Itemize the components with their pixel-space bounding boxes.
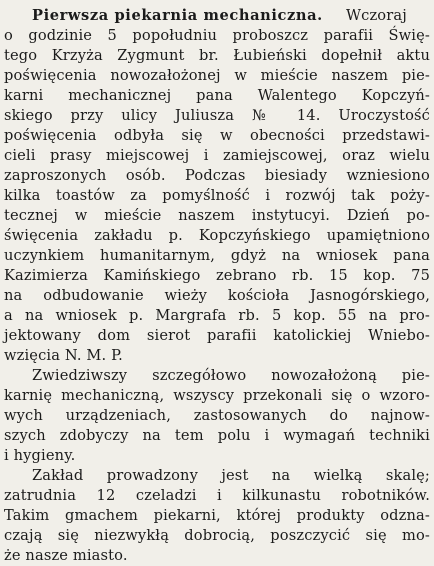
text-line: zaproszonych osób. Podczas biesiady wzniesiono bbox=[4, 167, 430, 184]
text-line: na odbudowanie wieży kościoła Jasnogórskiego, bbox=[4, 287, 430, 304]
text-line: tecznej w mieście naszem instytucyi. Dzień po- bbox=[4, 207, 430, 224]
text-line: i hygieny. bbox=[4, 447, 76, 464]
text-line: wych urządzeniach, zastosowanych do najnow- bbox=[4, 407, 430, 424]
text-line: o godzinie 5 popołudniu proboszcz parafii Świę- bbox=[4, 27, 430, 44]
text-line: Kazimierza Kamińskiego zebrano rb. 15 kop. 75 bbox=[4, 267, 430, 284]
text-line: czają się niezwykłą dobrocią, poszczycić się mo- bbox=[4, 527, 430, 544]
text-line: Zwiedziwszy szczegółowo nowozałożoną pie- bbox=[32, 367, 430, 384]
text-line: karni mechanicznej pana Walentego Kopczyń- bbox=[4, 87, 430, 104]
text-line: uczynkiem humanitarnym, gdyż na wniosek pana bbox=[4, 247, 430, 264]
text-line: jektowany dom sierot parafii katolickiej Wniebo- bbox=[4, 327, 430, 344]
text-line: skiego przy ulicy Juliusza № 14. Uroczystość bbox=[4, 107, 430, 124]
text-line: zatrudnia 12 czeladzi i kilkunastu robotników. bbox=[4, 487, 430, 504]
text-line: że nasze miasto. bbox=[4, 547, 128, 564]
text-line: Takim gmachem piekarni, której produkty odzna- bbox=[4, 507, 430, 524]
text-line: kilka toastów za pomyślność i rozwój tak poży- bbox=[4, 187, 430, 204]
text-line: Wczoraj bbox=[346, 7, 407, 24]
text-line: wzięcia N. M. P. bbox=[4, 347, 123, 364]
text-line: poświęcenia nowozałożonej w mieście naszem pie- bbox=[4, 67, 430, 84]
article-headline: Pierwsza piekarnia mechaniczna. bbox=[32, 7, 323, 24]
text-line: szych zdobyczy na tem polu i wymagań techniki bbox=[4, 427, 430, 444]
text-line: poświęcenia odbyła się w obecności przedstawi- bbox=[4, 127, 430, 144]
text-line: Zakład prowadzony jest na wielką skalę; bbox=[32, 467, 430, 484]
text-line: karnię mechaniczną, wszyscy przekonali się o wzoro- bbox=[4, 387, 430, 404]
text-line: święcenia zakładu p. Kopczyńskiego upamiętniono bbox=[4, 227, 430, 244]
text-line: cieli prasy miejscowej i zamiejscowej, oraz wielu bbox=[4, 147, 430, 164]
text-line: a na wniosek p. Margrafa rb. 5 kop. 55 na pro- bbox=[4, 307, 430, 324]
text-line: tego Krzyża Zygmunt br. Łubieński dopełnił aktu bbox=[4, 47, 430, 64]
